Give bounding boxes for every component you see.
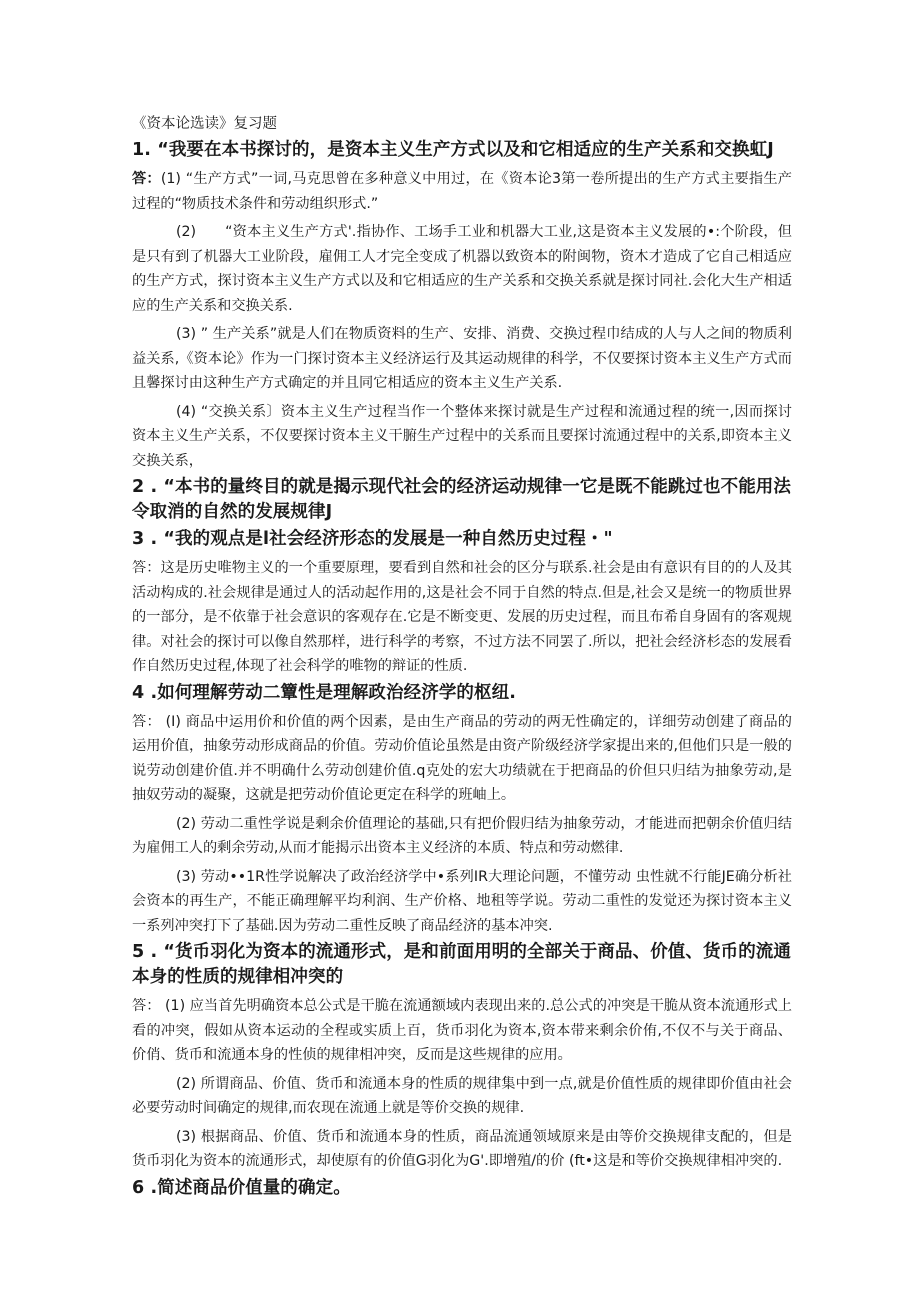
question-3: 3 . “我的观点是l社会经济形态的发展是一种自然历史过程・" bbox=[132, 529, 613, 549]
answer-5-part-3: (3) 根据商品、价值、货币和流通本身的性质，商品流通领域原来是由等价交换规律支配的，但是货币羽化为资本的流通形式，却使原有的价值G羽化为G'.即增殖/的价 (ft•这是和等价交换规律相冲突的. bbox=[132, 1128, 792, 1169]
document-page bbox=[132, 112, 792, 1201]
answer-1-part-2: (2) “资本主义生产方式'.指协作、工场手工业和机器大工业,这是资本主义发展的•:个阶段，但是只有到了机器大工业阶段，雇佣工人才完全变成了机器以致资本的附闽物，资木才造成了它自己相适应的生产方式，探讨资本主义生产方式以及和它相适应的生产关系和交换关系就是探讨同社.会化大生产相适应的生产关系和交换关系. bbox=[132, 224, 792, 314]
answer-5-part-2: (2) 所谓商品、价值、货币和流通本身的性质的规律集中到一点,就是价值性质的规律即价值由社会必要劳动时间确定的规律,而农现在流通上就是等价交换的规律. bbox=[132, 1075, 792, 1116]
answer-4-part-2: (2) 劳动二重性学说是剩余价值理论的基础,只有把价假归结为抽象劳动，才能进而把朝余价值归结为雇佣工人的剩余劳动,从而才能揭示出资本主义经济的本质、特点和劳动燃律. bbox=[132, 815, 792, 856]
question-5: 5 . “货币羽化为资本的流通形式，是和前面用明的全部关于商品、价值、货币的流通本身的性质的规律相冲突的 bbox=[132, 942, 792, 987]
document-title: 《资本论选读》复习题 bbox=[132, 116, 277, 132]
answer-1-part-1: 答：(1) “生产方式”一词,马克思曾在多种意义中用过，在《资本论3第一卷所提出的生产方式主要指生产过程的“物质技术条件和劳动组织形式.” bbox=[132, 171, 792, 212]
question-4: 4 .如何理解劳动二簟性是理解政治经济学的枢纽. bbox=[132, 682, 516, 703]
answer-3: 答：这是历史唯物主义的一个重要原理，要看到自然和社会的区分与联系.社会是由有意识有目的的人及其活动构成的.社会规律是通过人的活动起作用的,这是社会不同于自然的特点.但是,社会又是统一的物质世界的一部分，是不依靠于社会意识的客观存在.它是不断变更、发展的历史过程，而且布希自身固有的客观规律。对社会的探讨可以像自然那样，进行科学的考察，不过方法不同罢了.所以，把社会经济杉态的发展看作自然历史过程,体现了社会科学的唯物的辩证的性质. bbox=[132, 560, 792, 674]
question-1: 1. “我要在本书探讨的，是资本主义生产方式以及和它相适应的生产关系和交换虹J bbox=[132, 140, 774, 160]
answer-4-part-1: 答： (I) 商品中运用价和价值的两个因素，是由生产商品的劳动的两无性确定的，详细劳动创建了商品的运用价值，抽象劳动形成商品的价值。劳动价值论虽然是由资产阶级经济学家提出来的,但他们只是一般的说劳动创建价值.并不明确什么劳动创建价值.q克处的宏大功绩就在于把商品的价但只归结为抽象劳动,是抽奴劳动的凝聚，这就是把劳动价值论更定在科学的班岫上。 bbox=[132, 713, 792, 803]
answer-4-part-3: (3) 劳动••1R性学说解决了政治经济学中•系列IR大理论问题，不懂劳动 虫性就不行能JE确分析社会资本的再生产，不能正确理解平均利润、生产价格、地租等学说。劳动二重性的发觉还为探讨资本主义一系列冲突打下了基础.因为劳动二重性反映了商品经济的基本冲突. bbox=[132, 868, 792, 934]
answer-5-part-1: 答： (1) 应当首先明确资本总公式是干脆在流通额域内表现出来的.总公式的冲突是干脆从资本流通形式上看的冲突，假如从资本运动的全程或实质上百，货币羽化为资本,资本带来剩余价侑,不仅不与关于商品、价俏、货币和流通本身的性侦的规律相冲突，反而是这些规律的应用。 bbox=[132, 998, 792, 1063]
answer-label: 答： bbox=[132, 171, 161, 187]
question-6: 6 .简述商品价值量的确定。 bbox=[132, 1177, 351, 1198]
question-2: 2 . “本书的量终目的就是揭示现代社会的经济运动规律一它是既不能跳过也不能用法令取消的自然的发展规律J bbox=[132, 477, 792, 522]
answer-1-part-3: (3) ” 生产关系”就是人们在物质资料的生产、安排、消费、交换过程巾结成的人与人之间的物质利益关系,《资本论》作为一门探讨资本主义经济运行及其运动规律的科学，不仅要探讨资本主义生产方式而且馨探讨由这种生产方式确定的并且同它相适应的资本主义生产关系. bbox=[132, 326, 792, 391]
answer-1-part-4: (4) “交换关系〕资本主义生产过程当作一个整体来探讨就是生产过程和流通过程的统一,因而探讨资本主义生产关系，不仅要探讨资本主义干腑生产过程中的关系而且要探讨流通过程中的关系,即资本主义交换关系， bbox=[132, 403, 792, 469]
